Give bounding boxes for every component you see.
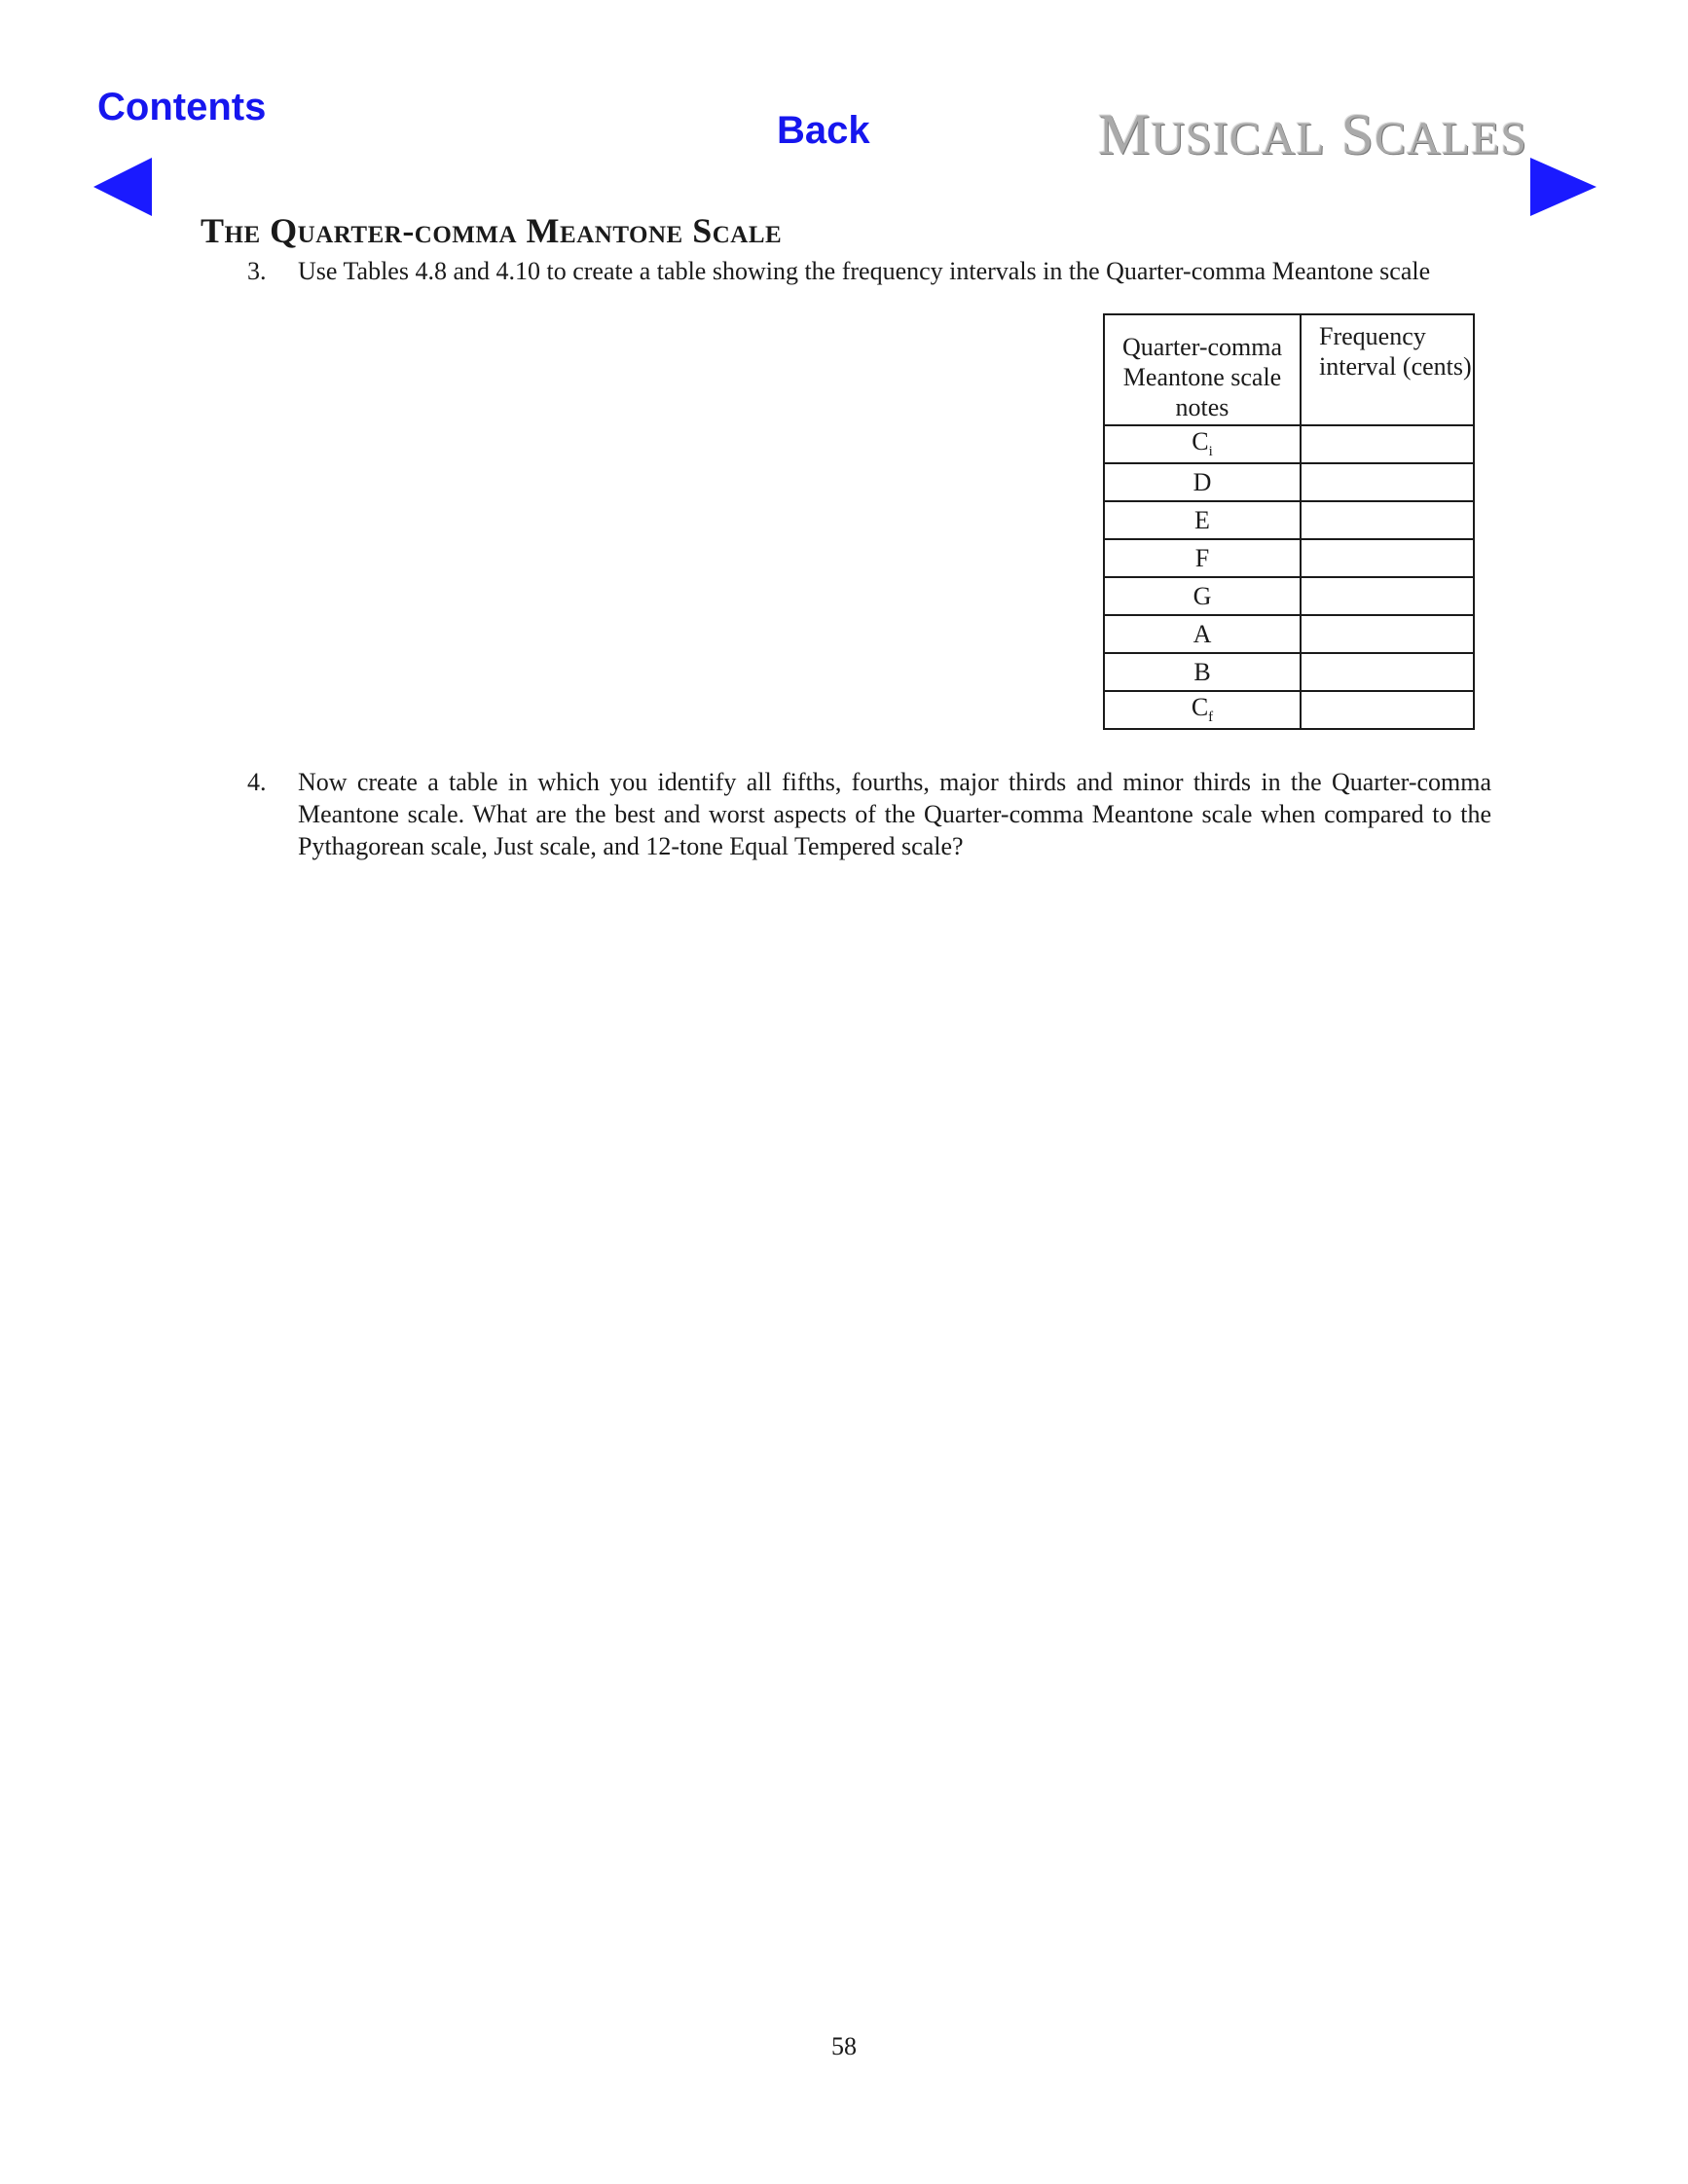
note-subscript: f xyxy=(1208,710,1214,726)
table-row xyxy=(1104,577,1474,615)
left-arrow-icon[interactable] xyxy=(93,158,152,216)
table-row xyxy=(1104,615,1474,653)
exercise-text: Now create a table in which you identify all fifths, fourths, major thirds and minor thirds in the Quarter-comma Meantone scale. What are the best and worst aspects of the Quarter-comma Meantone scale when compared to the Pythagorean scale, Just scale, and 12-tone Equal Tempered scale? xyxy=(298,768,1491,860)
table-header-interval: Frequency interval (cents) xyxy=(1301,314,1474,425)
right-arrow-icon[interactable] xyxy=(1530,158,1596,216)
exercise-text: Use Tables 4.8 and 4.10 to create a table showing the frequency intervals in the Quarter-comma Meantone scale xyxy=(298,257,1431,285)
note-cell xyxy=(1104,577,1301,615)
table-row xyxy=(1104,691,1474,729)
interval-cell[interactable] xyxy=(1301,577,1474,615)
note-cell xyxy=(1104,615,1301,653)
note-name: C xyxy=(1191,693,1209,722)
note-name: A xyxy=(1193,619,1212,648)
frequency-interval-table xyxy=(1103,313,1475,730)
note-name: F xyxy=(1194,543,1210,572)
note-name: C xyxy=(1192,427,1209,456)
interval-cell[interactable] xyxy=(1301,501,1474,539)
table-row xyxy=(1104,425,1474,463)
table-row xyxy=(1104,501,1474,539)
table-row xyxy=(1104,539,1474,577)
exercise-number: 4. xyxy=(247,768,267,796)
note-name: D xyxy=(1193,467,1212,496)
exercise-4 xyxy=(247,766,1491,862)
interval-cell[interactable] xyxy=(1301,539,1474,577)
note-cell xyxy=(1104,691,1301,729)
table-row xyxy=(1104,653,1474,691)
note-cell xyxy=(1104,653,1301,691)
note-cell xyxy=(1104,425,1301,463)
interval-cell[interactable] xyxy=(1301,425,1474,463)
interval-cell[interactable] xyxy=(1301,691,1474,729)
table-header-notes: Quarter-comma Meantone scale notes xyxy=(1104,314,1301,425)
contents-link[interactable]: Contents xyxy=(97,86,267,128)
note-name: G xyxy=(1193,581,1212,610)
exercise-3 xyxy=(247,255,1491,287)
back-link[interactable]: Back xyxy=(777,109,870,152)
table-row xyxy=(1104,463,1474,501)
note-subscript: i xyxy=(1208,444,1213,460)
note-cell xyxy=(1104,501,1301,539)
page-number: 58 xyxy=(831,2032,857,2060)
note-name: B xyxy=(1193,657,1211,686)
section-title: The Quarter-comma Meantone Scale xyxy=(201,211,783,250)
interval-cell[interactable] xyxy=(1301,615,1474,653)
note-cell xyxy=(1104,539,1301,577)
note-name: E xyxy=(1194,505,1210,534)
exercise-number: 3. xyxy=(247,257,267,285)
musical-scales-logo: MUSICAL SCALES xyxy=(1098,102,1528,166)
interval-cell[interactable] xyxy=(1301,653,1474,691)
note-cell xyxy=(1104,463,1301,501)
interval-cell[interactable] xyxy=(1301,463,1474,501)
